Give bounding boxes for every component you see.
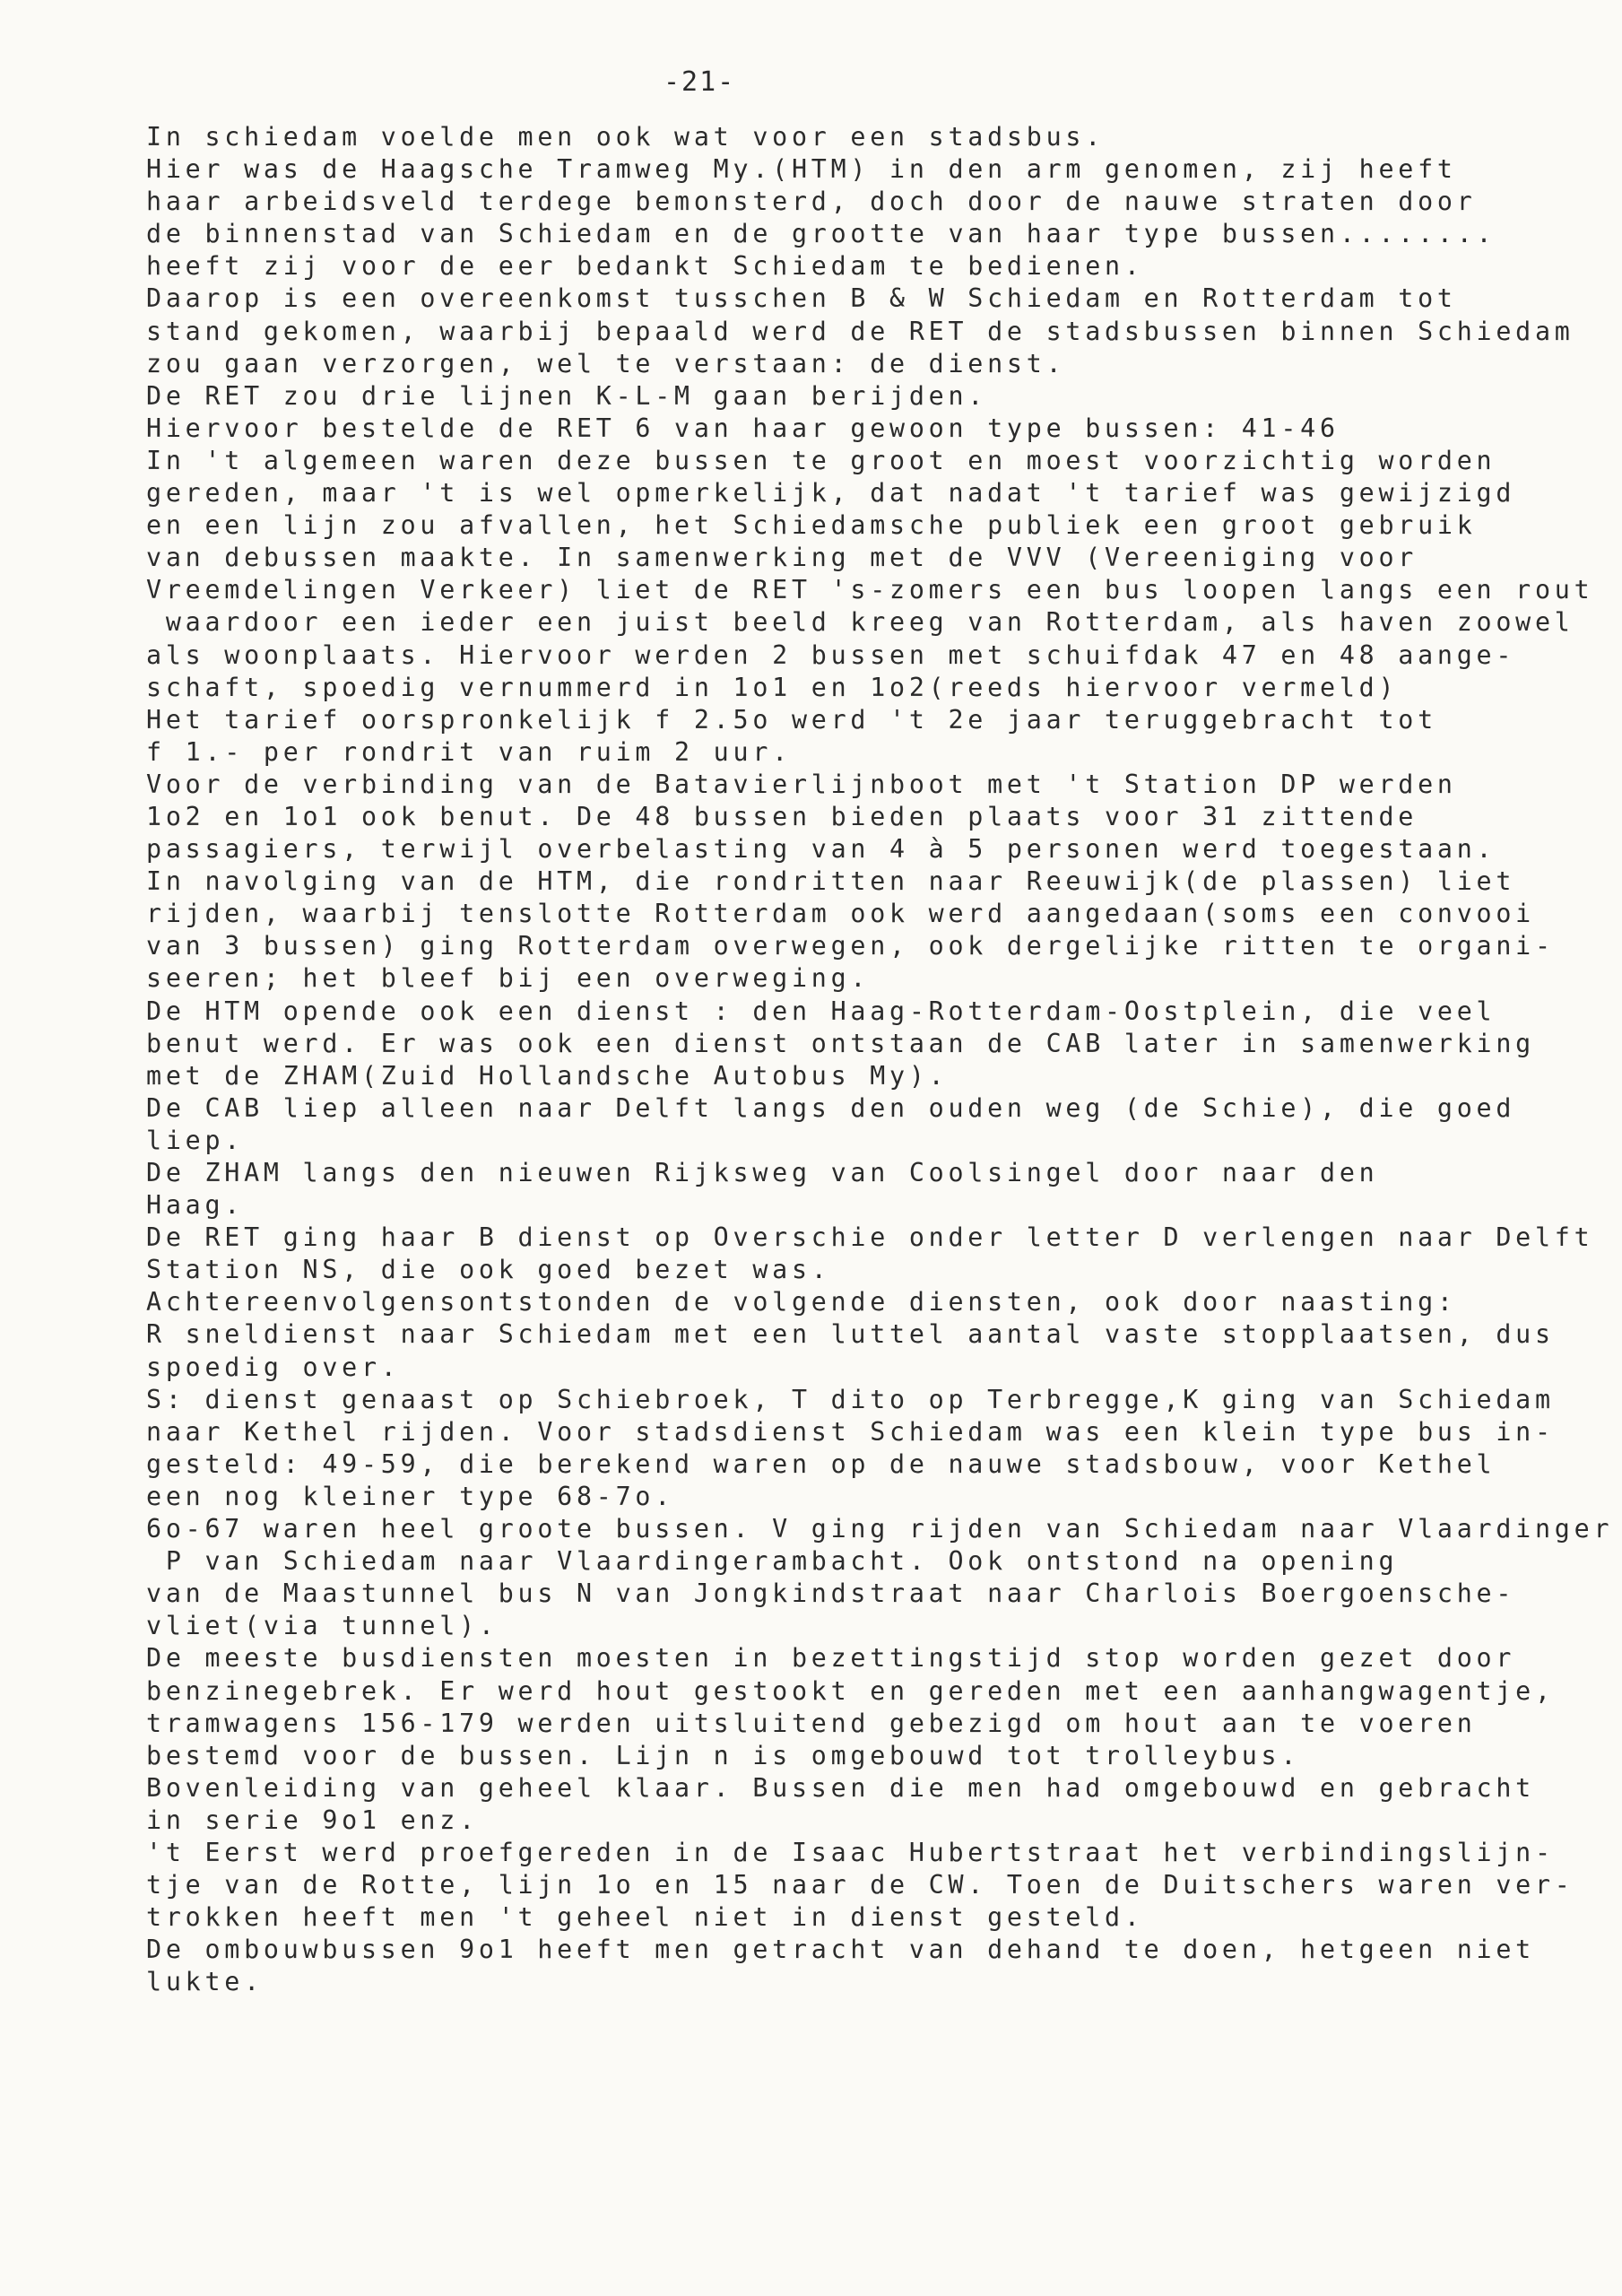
text-line: benut werd. Er was ook een dienst ontstaan de CAB later in samenwerking — [146, 1028, 1535, 1058]
text-line: De ZHAM langs den nieuwen Rijksweg van Coolsingel door naar den — [146, 1158, 1379, 1187]
text-line: De RET ging haar B dienst op Overschie onder letter D verlengen naar Delft — [146, 1222, 1594, 1253]
text-line: Hier was de Haagsche Tramweg My.(HTM) in den arm genomen, zij heeft — [146, 154, 1457, 185]
text-line: rijden, waarbij tenslotte Rotterdam ook werd aangedaan(soms een convooi — [146, 899, 1535, 929]
text-line: passagiers, terwijl overbelasting van 4 à 5 personen werd toegestaan. — [146, 834, 1496, 865]
text-line: van debussen maakte. In samenwerking met de VVV (Vereeniging voor — [146, 543, 1418, 573]
text-line: spoedig over. — [146, 1352, 401, 1382]
text-line: P van Schiedam naar Vlaardingerambacht. Ook ontstond na opening — [146, 1546, 1399, 1577]
text-line: Het tarief oorspronkelijk f 2.5o werd 't 2e jaar teruggebracht tot — [146, 704, 1437, 735]
text-line: 't Eerst werd proefgereden in de Isaac Hubertstraat het verbindingslijn- — [146, 1837, 1555, 1867]
text-line: Daarop is een overeenkomst tusschen B & W Schiedam en Rotterdam tot — [146, 283, 1457, 314]
text-line: heeft zij voor de eer bedankt Schiedam te bedienen. — [146, 251, 1144, 282]
text-line: tramwagens 156-179 werden uitsluitend gebezigd om hout aan te voeren — [146, 1708, 1477, 1738]
text-line: als woonplaats. Hiervoor werden 2 bussen met schuifdak 47 en 48 aange- — [146, 639, 1516, 670]
text-line: van 3 bussen) ging Rotterdam overwegen, ook dergelijke ritten te organi- — [146, 931, 1555, 961]
text-line: haar arbeidsveld terdege bemonsterd, doch door de nauwe straten door — [146, 187, 1477, 217]
text-line: 1o2 en 1o1 ook benut. De 48 bussen bieden plaats voor 31 zittende — [146, 801, 1418, 831]
text-line: een nog kleiner type 68-7o. — [146, 1481, 675, 1511]
text-line: In navolging van de HTM, die rondritten naar Reeuwijk(de plassen) liet — [146, 866, 1516, 897]
text-line: schaft, spoedig vernummerd in 1o1 en 1o2(reeds hiervoor vermeld) — [146, 672, 1399, 702]
text-line: naar Kethel rijden. Voor stadsdienst Schiedam was een klein type bus in- — [146, 1416, 1555, 1447]
text-line: stand gekomen, waarbij bepaald werd de RET de stadsbussen binnen Schiedam — [146, 316, 1574, 346]
text-line: gesteld: 49-59, die berekend waren op de nauwe stadsbouw, voor Kethel — [146, 1448, 1496, 1479]
text-line: Bovenleiding van geheel klaar. Bussen die men had omgebouwd en gebracht — [146, 1772, 1535, 1803]
text-line: f 1.- per rondrit van ruim 2 uur. — [146, 736, 792, 767]
text-line: De RET zou drie lijnen K-L-M gaan berijden. — [146, 380, 988, 411]
text-line: De ombouwbussen 9o1 heeft men getracht van dehand te doen, hetgeen niet — [146, 1935, 1535, 1965]
text-line: Vreemdelingen Verkeer) liet de RET 's-zomers een bus loopen langs een rout — [146, 575, 1594, 605]
text-line: waardoor een ieder een juist beeld kreeg van Rotterdam, als haven zoowel — [146, 607, 1574, 638]
text-line: tje van de Rotte, lijn 1o en 15 naar de CW. Toen de Duitschers waren ver- — [146, 1870, 1574, 1900]
text-line: liep. — [146, 1125, 245, 1155]
text-line: bestemd voor de bussen. Lijn n is omgebouwd tot trolleybus. — [146, 1740, 1301, 1770]
text-line: Achtereenvolgensontstonden de volgende diensten, ook door naasting: — [146, 1287, 1457, 1318]
text-line: De meeste busdiensten moesten in bezettingstijd stop worden gezet door — [146, 1643, 1516, 1674]
text-line: Station NS, die ook goed bezet was. — [146, 1255, 831, 1285]
text-line: seeren; het bleef bij een overweging. — [146, 963, 871, 994]
text-line: S: dienst genaast op Schiebroek, T dito op Terbregge,K ging van Schiedam — [146, 1384, 1555, 1414]
text-line: De HTM opende ook een dienst : den Haag-Rotterdam-Oostplein, die veel — [146, 996, 1496, 1026]
page-number: -21- — [664, 66, 736, 98]
text-line: lukte. — [146, 1967, 264, 1997]
text-line: benzinegebrek. Er werd hout gestookt en gereden met een aanhangwagentje, — [146, 1675, 1555, 1706]
text-line: de binnenstad van Schiedam en de grootte van haar type bussen........ — [146, 219, 1496, 249]
body-text — [146, 121, 1617, 1998]
text-line: in serie 9o1 enz. — [146, 1805, 479, 1835]
text-line: In 't algemeen waren deze bussen te groot en moest voorzichtig worden — [146, 445, 1496, 475]
text-line: met de ZHAM(Zuid Hollandsche Autobus My). — [146, 1060, 949, 1091]
text-line: gereden, maar 't is wel opmerkelijk, dat nadat 't tarief was gewijzigd — [146, 478, 1516, 509]
text-line: en een lijn zou afvallen, het Schiedamsche publiek een groot gebruik — [146, 510, 1477, 541]
text-line: Hiervoor bestelde de RET 6 van haar gewoon type bussen: 41-46 — [146, 413, 1340, 443]
text-line: Haag. — [146, 1190, 245, 1221]
text-line: De CAB liep alleen naar Delft langs den ouden weg (de Schie), die goed — [146, 1092, 1516, 1123]
text-line: trokken heeft men 't geheel niet in dienst gesteld. — [146, 1902, 1144, 1933]
text-line: In schiedam voelde men ook wat voor een stadsbus. — [146, 122, 1106, 152]
text-line: van de Maastunnel bus N van Jongkindstraat naar Charlois Boergoensche- — [146, 1578, 1516, 1609]
text-line: R sneldienst naar Schiedam met een luttel aantal vaste stopplaatsen, dus — [146, 1319, 1555, 1350]
text-line: vliet(via tunnel). — [146, 1611, 499, 1641]
text-line: Voor de verbinding van de Batavierlijnboot met 't Station DP werden — [146, 769, 1457, 799]
text-line: 6o-67 waren heel groote bussen. V ging rijden van Schiedam naar Vlaardinger — [146, 1514, 1614, 1544]
text-line: zou gaan verzorgen, wel te verstaan: de dienst. — [146, 348, 1066, 378]
